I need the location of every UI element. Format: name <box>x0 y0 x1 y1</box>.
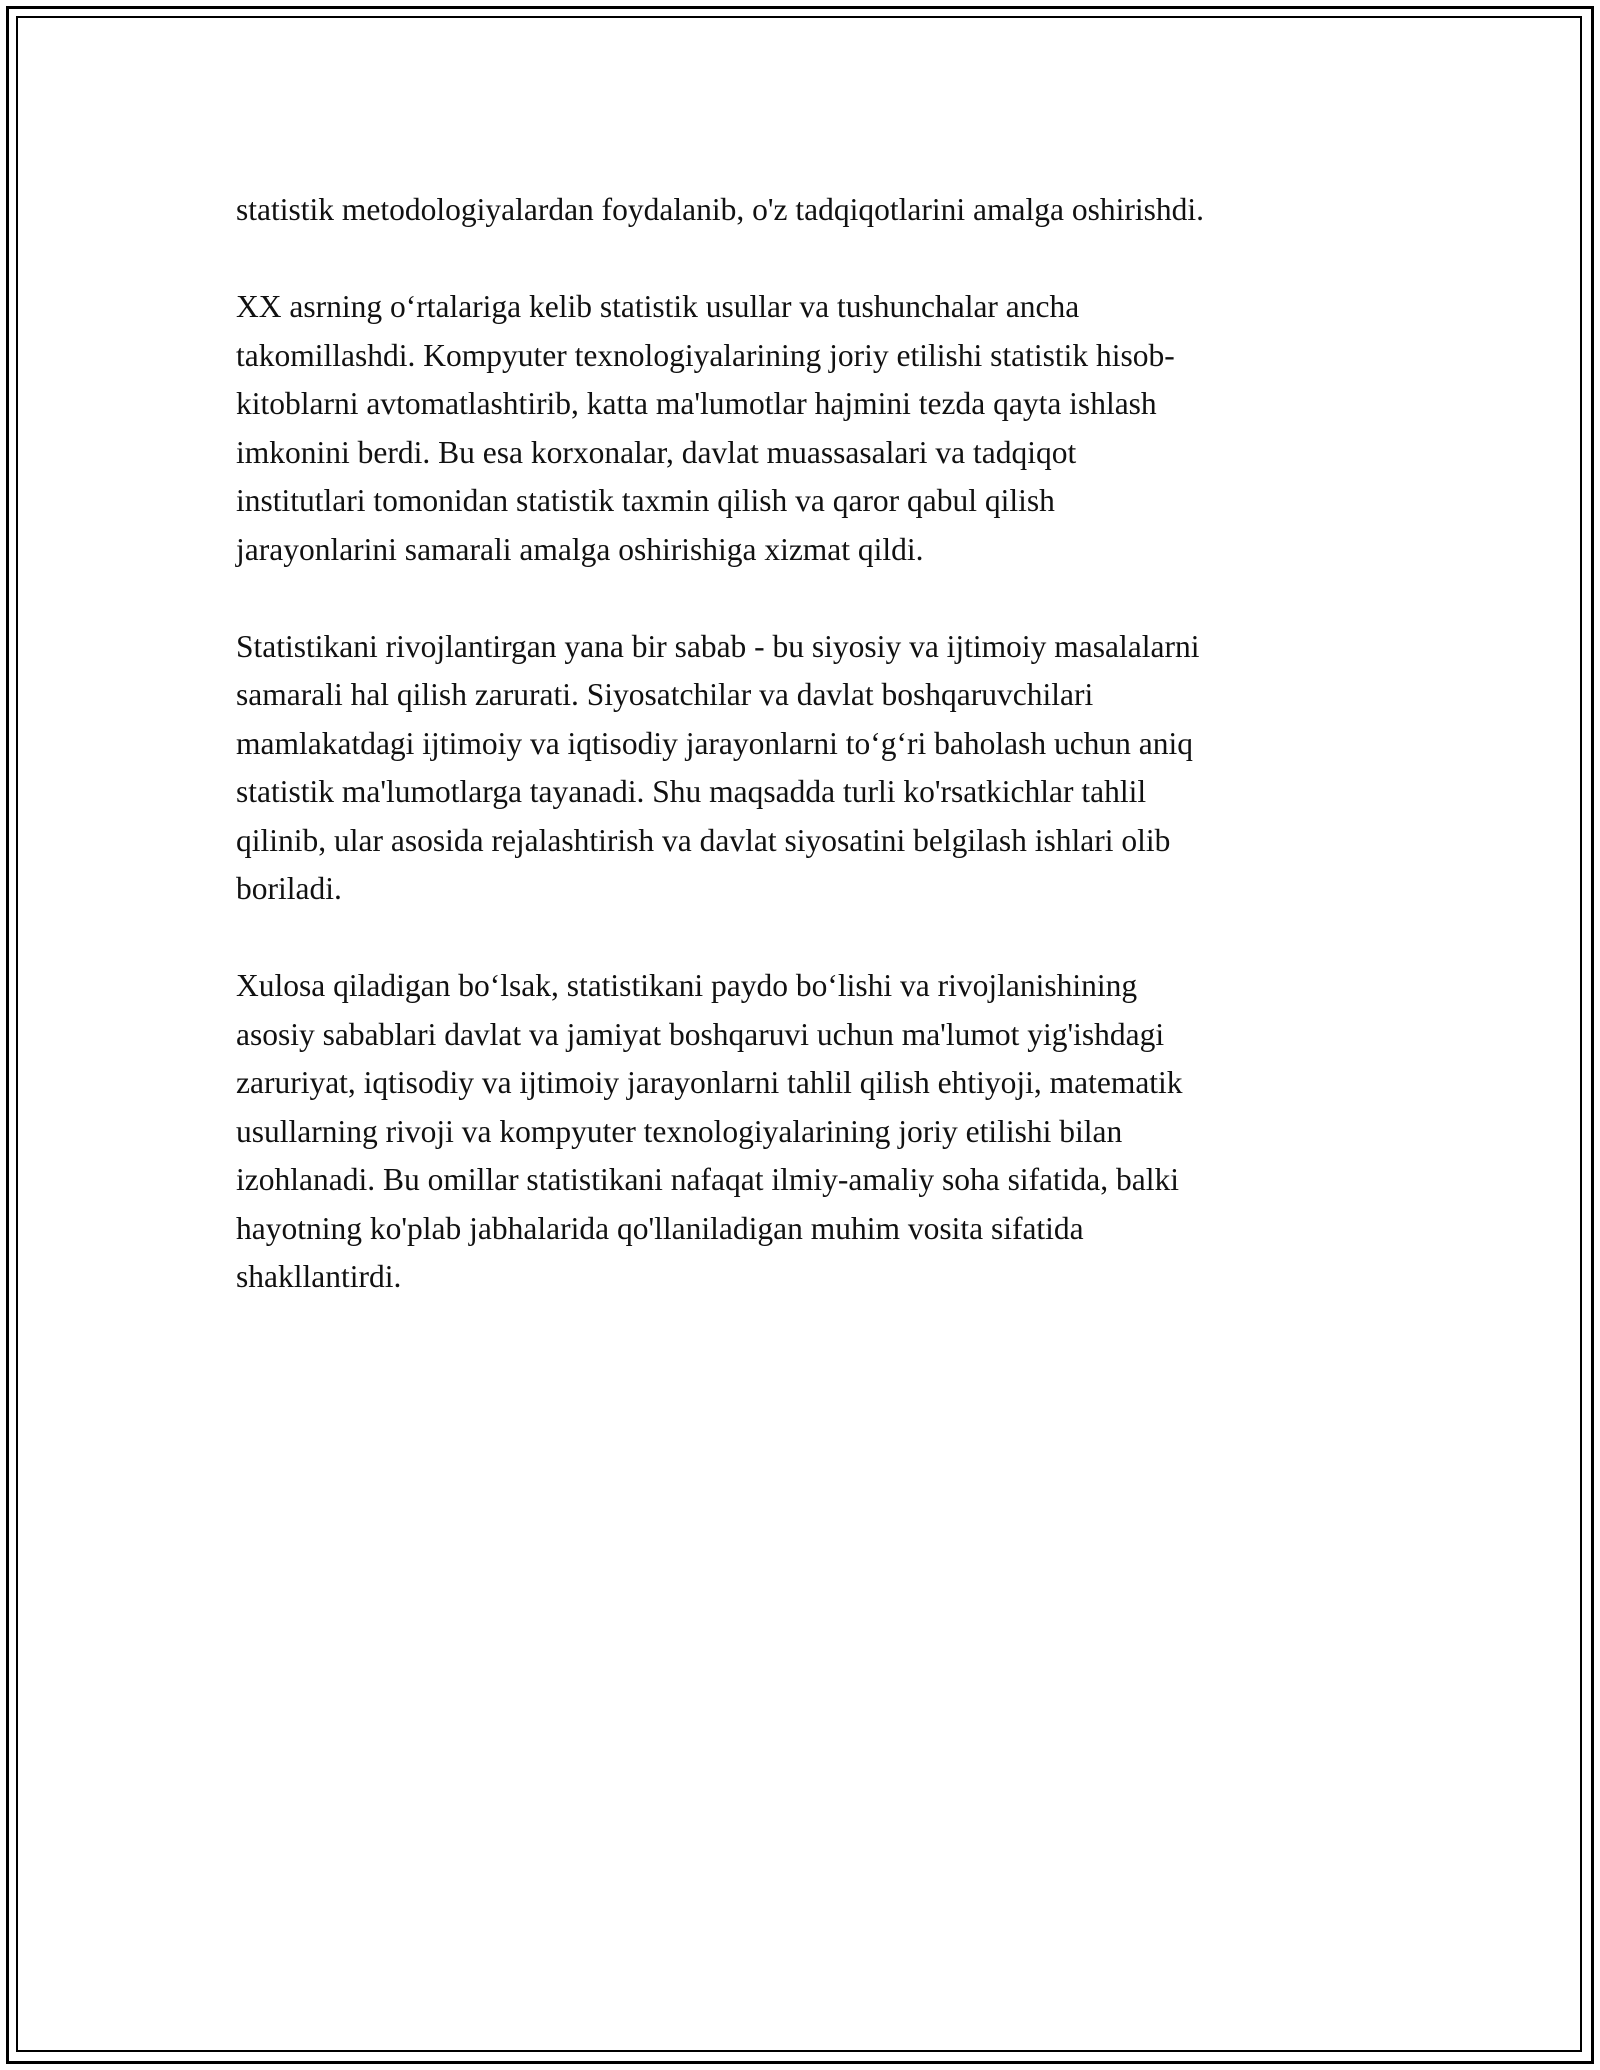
paragraph-1: statistik metodologiyalardan foydalanib, o'z tadqiqotlarini amalga oshirishdi. <box>236 192 1204 227</box>
paragraph-4: Xulosa qiladigan bo‘lsak, statistikani paydo bo‘lishi va rivojlanishining asosiy sabablari davlat va jamiyat boshqaruvi uchun ma'lumot yig'ishdagi zaruriyat, iqtisodiy va ijtimoiy jarayonlarni tahlil qilish ehtiyoji, matematik usullarning rivoji va kompyuter texnologiyalarining joriy etilishi bilan izohlanadi. Bu omillar statistikani nafaqat ilmiy-amaliy soha sifatida, balki hayotning ko'plab jabhalarida qo'llaniladigan muhim vosita sifatida shakllantirdi. <box>236 968 1183 1294</box>
document-body <box>236 186 1366 1350</box>
paragraph-2: XX asrning o‘rtalariga kelib statistik usullar va tushunchalar ancha takomillashdi. Kompyuter texnologiyalarining joriy etilishi statistik hisob- kitoblarni avtomatlashtirib, katta ma'lumotlar hajmini tezda qayta ishlash imkonini berdi. Bu esa korxonalar, davlat muassasalari va tadqiqot institutlari tomonidan statistik taxmin qilish va qaror qabul qilish jarayonlarini samarali amalga oshirishiga xizmat qildi. <box>236 289 1175 567</box>
paragraph-3: Statistikani rivojlantirgan yana bir sabab - bu siyosiy va ijtimoiy masalalarni samarali hal qilish zarurati. Siyosatchilar va davlat boshqaruvchilari mamlakatdagi ijtimoiy va iqtisodiy jarayonlarni to‘g‘ri baholash uchun aniq statistik ma'lumotlarga tayanadi. Shu maqsadda turli ko'rsatkichlar tahlil qilinib, ular asosida rejalashtirish va davlat siyosatini belgilash ishlari olib boriladi. <box>236 628 1200 906</box>
